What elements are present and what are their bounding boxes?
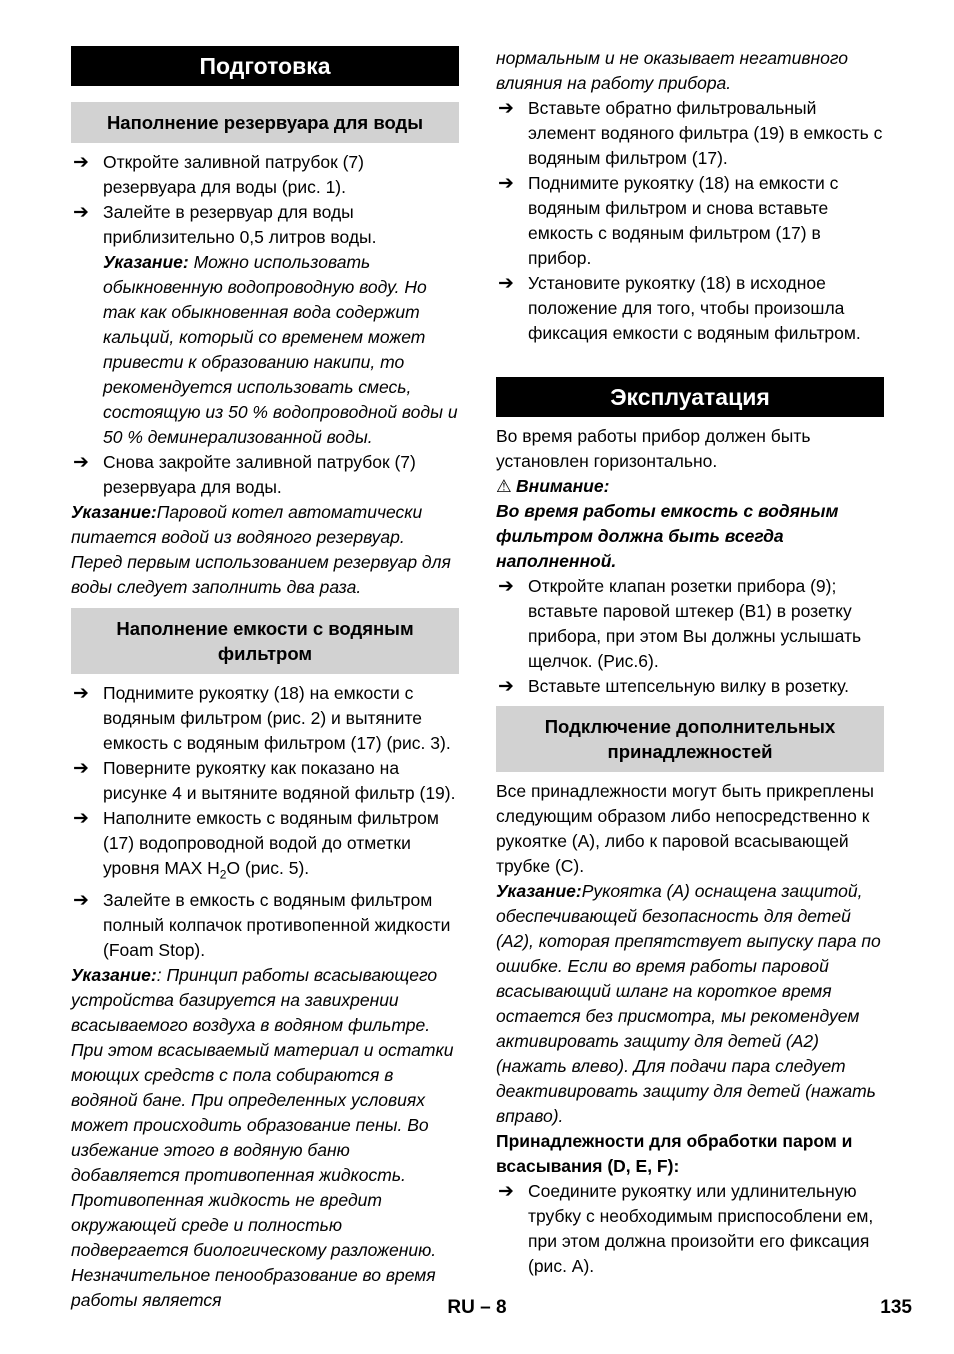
section-title-preparation: Подготовка — [71, 46, 459, 86]
arrow-bullet-icon: ➔ — [498, 676, 514, 697]
arrow-bullet-icon: ➔ — [498, 576, 514, 597]
list-item: ➔ Залейте в резервуар для воды приблизительно 0,5 литров воды. — [73, 202, 377, 247]
arrow-bullet-icon: ➔ — [498, 173, 514, 194]
arrow-bullet-icon: ➔ — [498, 1181, 514, 1202]
warning-heading: ⚠ Внимание: — [496, 474, 884, 499]
warning-text: Во время работы емкость с водяным фильтром должна быть всегда наполненной. — [496, 501, 839, 571]
arrow-bullet-icon: ➔ — [498, 98, 514, 119]
note-label: Указание: — [103, 252, 189, 272]
paragraph: Во время работы прибор должен быть установлен горизонтально. — [496, 426, 811, 471]
arrow-bullet-icon: ➔ — [73, 202, 89, 223]
note-label: Указание: — [496, 881, 582, 901]
page-number: 135 — [880, 1297, 912, 1318]
right-column — [496, 46, 884, 1279]
list-item: ➔ Откройте клапан розетки прибора (9); вставьте паровой штекер (B1) в розетку прибора, при этом Вы должны услышать щелчок. (Рис.6). — [498, 576, 862, 671]
list-item: ➔ Откройте заливной патрубок (7) резервуара для воды (рис. 1). — [73, 152, 364, 197]
warning-triangle-icon: ⚠ — [496, 476, 512, 496]
section-title-operation: Эксплуатация — [496, 377, 884, 417]
subsection-title-fill-tank: Наполнение резервуара для воды — [71, 102, 459, 143]
note-paragraph: Указание:Рукоятка (A) оснащена защитой, обеспечивающей безопасность для детей (A2), которая препятствует выпуску пара по ошибке. Если во время работы паровой всасывающий шланг на короткое время остается без присмотра, мы рекомендуем активировать защиту для детей (A2) (нажать влево). Для подачи пара следует деактивировать защиту для детей (нажать вправо). — [496, 881, 881, 1126]
arrow-bullet-icon: ➔ — [498, 273, 514, 294]
list-item: ➔ Снова закройте заливной патрубок (7) резервуара для воды. — [73, 452, 416, 497]
note-paragraph: Указание:: Принцип работы всасывающего устройства базируется на завихрении всасываемого воздуха в водяном фильтре. При этом всасываемый материал и остатки моющих средств с пола собираются в водяной бане. При определенных условиях может происходить образование пены. Во избежание этого в водяную баню добавляется противопенная жидкость. Противопенная жидкость не вредит окружающей среде и полностью подвергается биологическому разложению. Незначительное пенообразование во время работы является — [71, 964, 454, 1310]
subsection-title-fill-filter: Наполнение емкости с водяным фильтром — [71, 608, 459, 674]
arrow-bullet-icon: ➔ — [73, 808, 89, 829]
arrow-bullet-icon: ➔ — [73, 683, 89, 704]
subsection-title-accessories: Подключение дополнительных принадлежностей — [496, 706, 884, 772]
list-item: ➔ Вставьте штепсельную вилку в розетку. — [498, 676, 850, 697]
note-paragraph: Указание:Паровой котел автоматически питается водой из водяного резервуар. Перед первым использованием резервуар для воды следует заполнить два раза. — [71, 502, 451, 597]
note-label: Указание: — [71, 964, 157, 985]
list-item: ➔ Поверните рукоятку как показано на рисунке 4 и вытяните водяной фильтр (19). — [73, 758, 456, 803]
note-paragraph: Указание: Можно использовать обыкновенную водопроводную воду. Но так как обыкновенная вода содержит кальций, который со временем может привести к образованию накипи, то рекомендуется использовать смесь, состоящую из 50 % водопроводной воды и 50 % деминерализованной воды. — [103, 252, 458, 447]
list-item: ➔ Вставьте обратно фильтровальный элемент водяного фильтра (19) в емкость с водяным фильтром (17). — [498, 98, 883, 168]
list-item: ➔ Залейте в емкость с водяным фильтром полный колпачок противопенной жидкости (Foam Stop). — [73, 889, 451, 960]
continued-paragraph: нормальным и не оказывает негативного влияния на работу прибора. — [496, 48, 849, 93]
list-item: ➔ Наполните емкость с водяным фильтром (17) водопроводной водой до отметки уровня MAX $H_2O$ (рис. 5). — [73, 808, 439, 882]
accessories-subheading: Принадлежности для обработки паром и всасывания (D, E, F): — [496, 1131, 853, 1176]
arrow-bullet-icon: ➔ — [73, 889, 89, 911]
list-item: ➔ Установите рукоятку (18) в исходное положение для того, чтобы произошла фиксация емкости с водяным фильтром. — [498, 273, 861, 343]
note-label: Указание: — [71, 502, 157, 522]
arrow-bullet-icon: ➔ — [73, 152, 89, 173]
paragraph: Все принадлежности могут быть прикреплены следующим образом либо непосредственно к рукоятке (A), либо к паровой всасывающей трубке (C). — [496, 781, 875, 876]
arrow-bullet-icon: ➔ — [73, 452, 89, 473]
list-item: ➔ Поднимите рукоятку (18) на емкости с водяным фильтром и снова вставьте емкость с водяным фильтром (17) в прибор. — [498, 173, 839, 268]
left-column — [71, 46, 459, 1313]
list-item: ➔ Поднимите рукоятку (18) на емкости с водяным фильтром (рис. 2) и вытяните емкость с водяным фильтром (17) (рис. 3). — [73, 683, 451, 753]
arrow-bullet-icon: ➔ — [73, 758, 89, 779]
list-item: ➔ Соедините рукоятку или удлинительную трубку с необходимым приспособлени ем, при этом должна произойти его фиксация (рис. A). — [498, 1181, 874, 1276]
footer-section-label: RU – 8 — [447, 1297, 507, 1318]
